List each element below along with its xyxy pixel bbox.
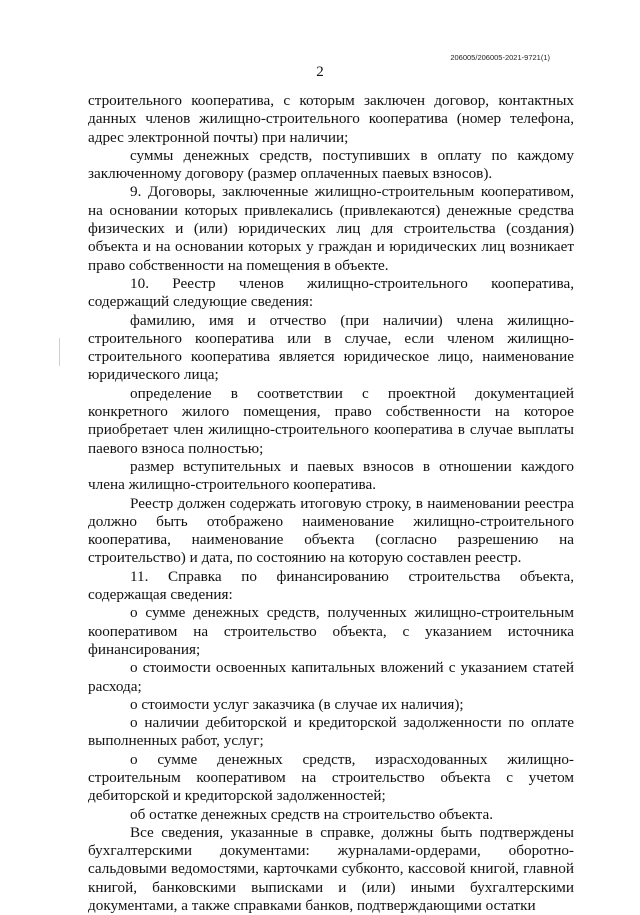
- document-id: 206005/206005-2021-9721(1): [450, 53, 550, 62]
- paragraph: о сумме денежных средств, полученных жилищно-строительным кооперативом на строительство объекта, с указанием источника финансирования;: [88, 604, 574, 658]
- document-body: [88, 92, 574, 915]
- paragraph: определение в соответствии с проектной документацией конкретного жилого помещения, право собственности на которое приобретает член жилищно-строительного кооператива в случае выплаты паевого взноса полностью;: [88, 384, 574, 457]
- paragraph: суммы денежных средств, поступивших в оплату по каждому заключенному договору (размер оплаченных паевых взносов).: [88, 146, 574, 183]
- paragraph: о сумме денежных средств, израсходованных жилищно-строительным кооперативом на строительство объекта с учетом дебиторской и кредиторской задолженностей;: [88, 750, 574, 805]
- paragraph: о наличии дебиторской и кредиторской задолженности по оплате выполненных работ, услуг;: [88, 714, 574, 750]
- paragraph: размер вступительных и паевых взносов в отношении каждого члена жилищно-строительного кооператива.: [88, 457, 574, 494]
- paragraph: об остатке денежных средств на строительство объекта.: [130, 805, 494, 823]
- paragraph: о стоимости услуг заказчика (в случае их наличия);: [130, 695, 464, 713]
- paragraph: Все сведения, указанные в справке, должны быть подтверждены бухгалтерскими документами: журналами-ордерами, оборотно-сальдовыми ведомостями, карточками субконто, кассовой книгой, главной книгой, банковскими выписками и (или) иными бухгалтерскими документами, а также справками банков, подтверждающими остатки: [88, 823, 574, 915]
- paragraph: строительного кооператива, с которым заключен договор, контактных данных членов жилищно-строительного кооператива (номер телефона, адрес электронной почты) при наличии;: [88, 92, 574, 146]
- paragraph: Реестр должен содержать итоговую строку, в наименовании реестра должно быть отображено наименование жилищно-строительного кооператива, наименование объекта (согласно разрешению на строительство) и дата, по состоянию на которую составлен реестр.: [88, 494, 574, 567]
- paragraph: 10. Реестр членов жилищно-строительного кооператива, содержащий следующие сведения:: [88, 274, 574, 311]
- page-number: 2: [316, 64, 324, 80]
- paragraph: фамилию, имя и отчество (при наличии) члена жилищно-строительного кооператива или в случае, если членом жилищно-строительного кооператива является юридическое лицо, наименование юридического лица;: [88, 311, 574, 384]
- paragraph: 9. Договоры, заключенные жилищно-строительным кооперативом, на основании которых привлекались (привлекаются) денежные средства физических и (или) юридических лиц для строительства (создания) объекта и на основании которых у граждан и юридических лиц возникает право собственности на помещения в объекте.: [88, 183, 574, 274]
- margin-mark: [59, 338, 60, 366]
- paragraph: о стоимости освоенных капитальных вложений с указанием статей расхода;: [88, 659, 574, 695]
- paragraph: 11. Справка по финансированию строительства объекта, содержащая сведения:: [88, 567, 574, 604]
